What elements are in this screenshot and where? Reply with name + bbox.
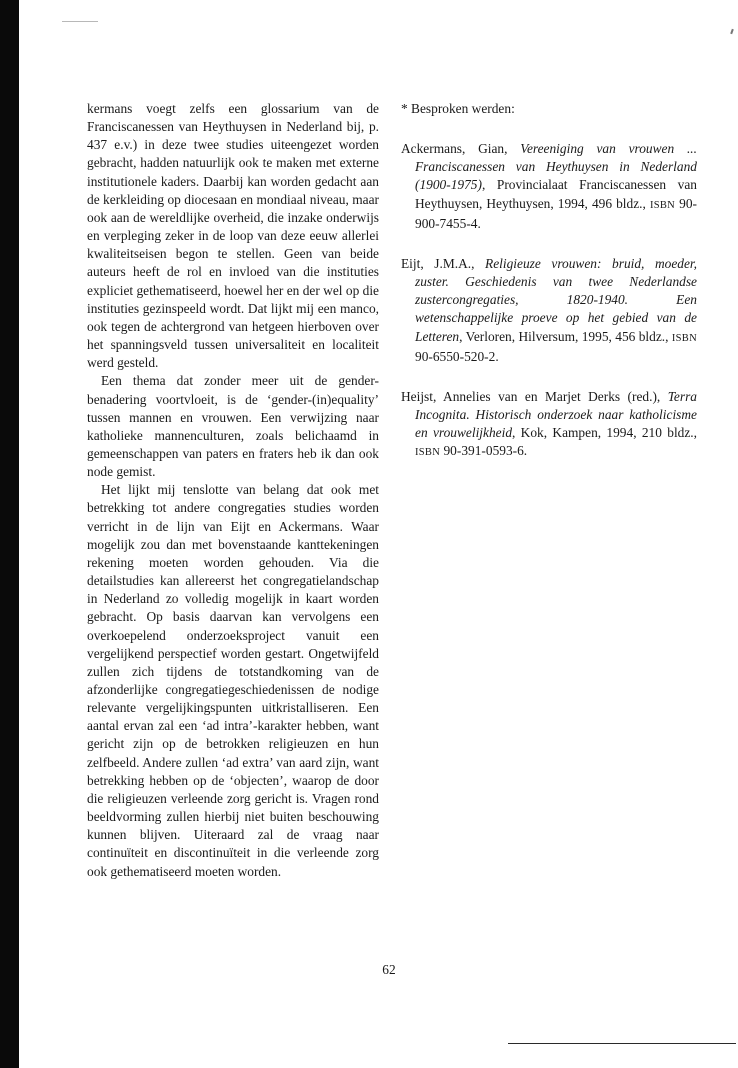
reference-details: , Verloren, Hilversum, 1995, 456 bldz.,: [459, 328, 672, 344]
references-heading: * Besproken werden:: [401, 101, 515, 116]
paragraph-1: kermans voegt zelfs een glossarium van de Franciscanessen van Heythuysen in Nederland bij, p. 437 e.v.) in deze twee studies uiteengezet worden gebracht, hadden natuurlijk ook te maken met externe institutionele kaders. Daarbij kan worden gedacht aan de kerkleiding op diocesaan en mondiaal niveau, maar ook aan de wereldlijke overheid, die inzake onderwijs en verpleging zeker in de loop van deze eeuw allerlei kwaliteitseisen begon te stellen. Geen van beide auteurs heeft de rol en invloed van die instituties expliciet gethematiseerd, hoewel her en der wel op die instituties gezinspeeld wordt. Dat lijkt mij een manco, ook tegen de achtergrond van hetgeen hierboven over het spanningsveld tussen universaliteit en localiteit werd gesteld.: [87, 101, 379, 371]
reference-details: , Provincialaat Franciscanessen van Heythuysen, Heythuysen, 1994, 496 bldz.,: [415, 177, 697, 211]
right-column: [401, 100, 697, 485]
reference-isbn: 90-900-7455-4.: [415, 195, 697, 231]
reference-isbn: 90-6550-520-2.: [415, 348, 499, 364]
page-number: 62: [382, 962, 396, 977]
left-column: [87, 100, 379, 881]
isbn-label: ISBN: [649, 199, 676, 211]
reference-author: Ackermans, Gian,: [401, 141, 521, 157]
scan-speck: [730, 29, 734, 34]
reference-author: Heijst, Annelies van en Marjet Derks (red.),: [401, 388, 668, 404]
reference-author: Eijt, J.M.A.,: [401, 255, 486, 271]
isbn-label: ISBN: [415, 447, 441, 459]
bottom-rule: [508, 1043, 736, 1044]
paragraph-2: Een thema dat zonder meer uit de gender-benadering voortvloeit, is de ‘gender-(in)equality’ tussen mannen en vrouwen. Een verwijzing naar katholieke mannenculturen, zoals belichaamd in gemeenschappen van paters en fraters heb ik dan ook node gemist.: [87, 373, 379, 480]
reference-title: Vereeniging van vrouwen ... Franciscanessen van Heythuysen in Nederland (1900-1975): [415, 141, 698, 193]
reference-3: [401, 388, 697, 463]
reference-details: , Kok, Kampen, 1994, 210 bldz.,: [512, 425, 697, 441]
reference-title: Religieuze vrouwen: bruid, moeder, zuster. Geschiedenis van twee Nederlandse zustercongregaties, 1820-1940. Een wetenschappelijke proeve op het gebied van de Letteren: [415, 255, 698, 344]
reference-isbn: 90-391-0593-6.: [440, 443, 528, 459]
reference-title: Terra Incognita. Historisch onderzoek naar katholicisme en vrouwelijkheid: [415, 388, 697, 441]
isbn-label: ISBN: [671, 332, 697, 344]
scan-mark: [62, 21, 98, 22]
scan-border: [0, 0, 19, 1068]
reference-2: [401, 255, 697, 366]
paragraph-3: Het lijkt mij tenslotte van belang dat ook met betrekking tot andere congregaties studies worden verricht in de lijn van Eijt en Ackermans. Waar mogelijk zou dan met bovenstaande kanttekeningen rekening moeten worden gehouden. Via die detailstudies kan allereerst het congregatielandschap in Nederland zo volledig mogelijk in kaart worden gebracht. Op basis daarvan kan vervolgens een overkoepelend onderzoeksproject vanuit een vergelijkend perspectief worden gestart. Ongetwijfeld zullen zich tijdens de totstandkoming van de afzonderlijke congregatiegeschiedenissen de nodige relevante vergelijkingspunten uitkristalliseren. Een aantal ervan zal een ‘ad intra’-karakter hebben, want gericht zijn op de betrokken religieuzen en hun zelfbeeld. Andere zullen ‘ad extra’ van aard zijn, want betrekking hebben op de ‘objecten’, waarop de door die religieuzen verleende zorg gericht is. Vragen rond beeldvorming zullen hierbij niet buiten beschouwing kunnen blijven. Uiteraard zal de vraag naar continuïteit en discontinuïteit in die verleende zorg ook gethematiseerd moeten worden.: [87, 482, 379, 879]
reference-1: [401, 140, 697, 233]
